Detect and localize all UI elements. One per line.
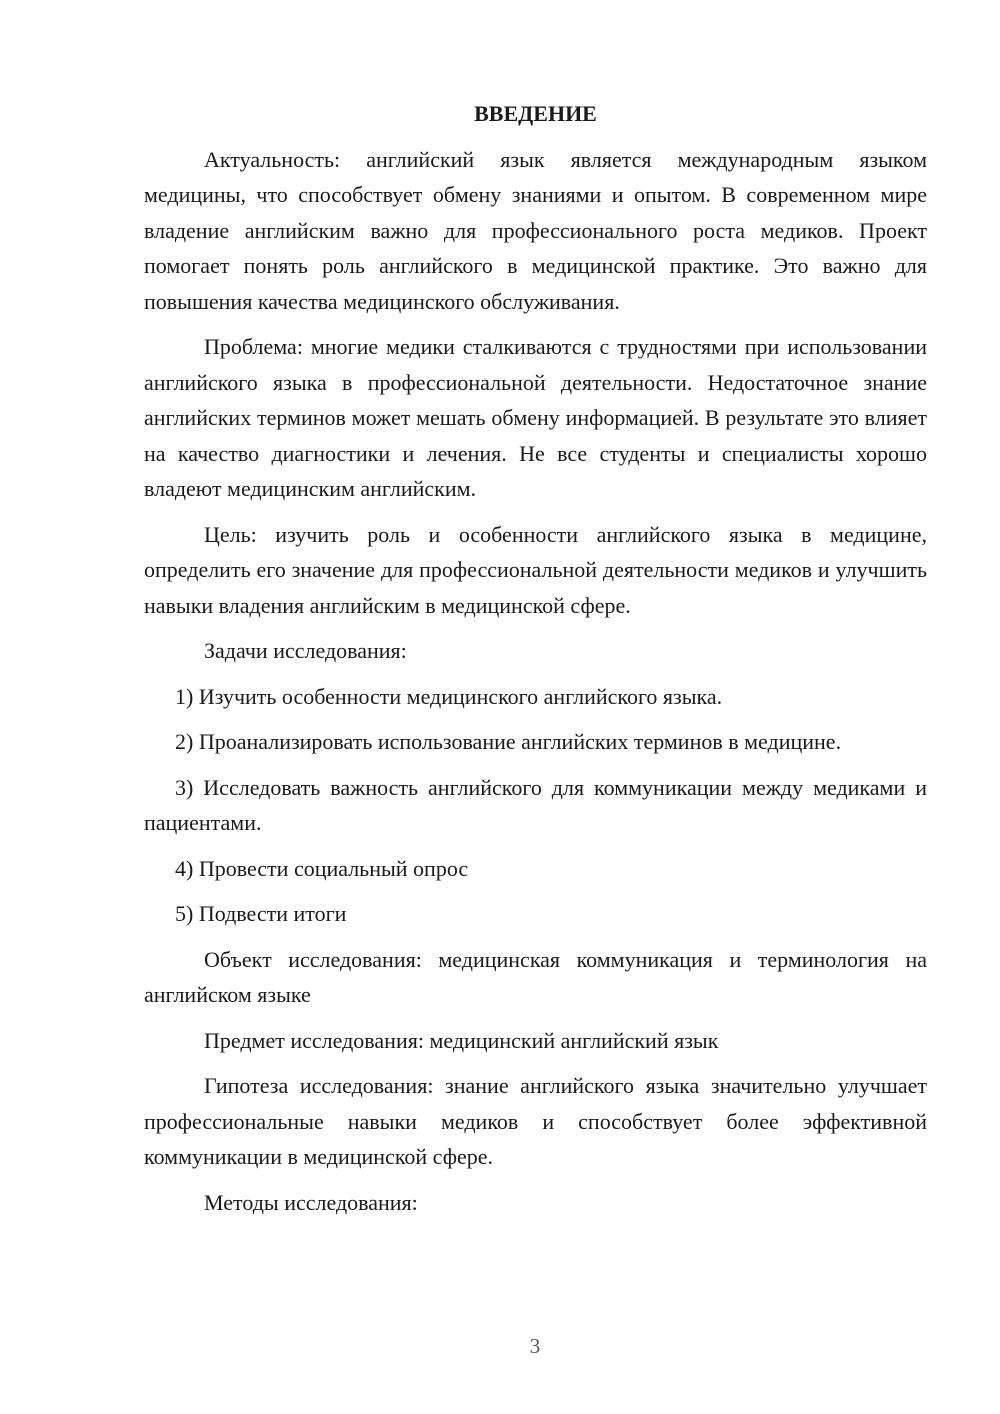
task-item-5: 5) Подвести итоги (175, 901, 347, 926)
paragraph-subject: Предмет исследования: медицинский английский язык (204, 1027, 719, 1053)
paragraph-problem: Проблема: многие медики сталкиваются с трудностями при использовании английского языка в профессиональной деятельности. Недостаточное знание английских терминов может мешать обмену информацией. В результате это влияет на качество диагностики и лечения. Не все студенты и специалисты хорошо владеют медицинским английским. (144, 334, 927, 501)
task-item-3: 3) Исследовать важность английского для коммуникации между медиками и пациентами. (144, 774, 927, 835)
paragraph-hypothesis: Гипотеза исследования: знание английского языка значительно улучшает профессиональные навыки медиков и способствует более эффективной коммуникации в медицинской сфере. (144, 1073, 927, 1169)
methods-heading: Методы исследования: (204, 1189, 418, 1215)
page-number: 3 (529, 1334, 541, 1358)
task-item-2: 2) Проанализировать использование английских терминов в медицине. (175, 729, 842, 754)
paragraph-goal: Цель: изучить роль и особенности английского языка в медицине, определить его значение для профессиональной деятельности медиков и улучшить навыки владения английским в медицинской сфере. (144, 521, 927, 618)
tasks-heading: Задачи исследования: (204, 638, 407, 663)
paragraph-object: Объект исследования: медицинская коммуникация и терминология на английском языке (144, 946, 927, 1007)
document-body (144, 96, 927, 1230)
paragraph-relevance: Актуальность: английский язык является международным языком медицины, что способствует обмену знаниями и опытом. В современном мире владение английским важно для профессионального роста медиков. Проект помогает понять роль английского в медицинской практике. Это важно для повышения качества медицинского обслуживания. (144, 146, 927, 314)
task-item-4: 4) Провести социальный опрос (175, 855, 469, 881)
task-item-1: 1) Изучить особенности медицинского английского языка. (175, 683, 723, 709)
section-title: ВВЕДЕНИЕ (474, 101, 597, 126)
